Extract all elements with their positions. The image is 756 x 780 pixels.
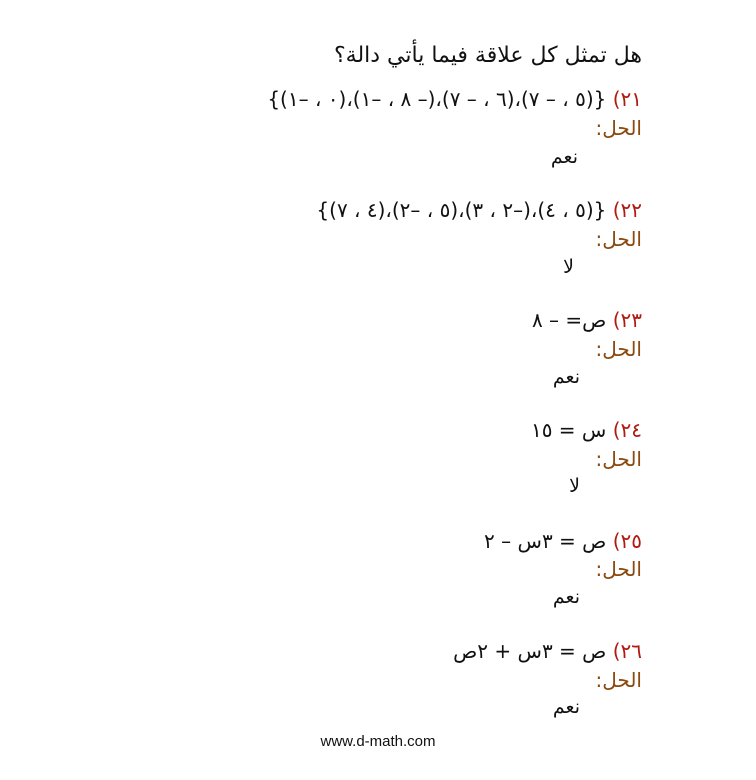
problem-22 xyxy=(316,198,642,222)
problem-number: ٢٥) xyxy=(612,529,642,553)
problem-number: ٢١) xyxy=(612,87,642,111)
solution-label: الحل: xyxy=(595,116,642,140)
page-title: هل تمثل كل علاقة فيما يأتي دالة؟ xyxy=(333,43,642,68)
problem-expression: ص = ٣س + ٢ص xyxy=(453,639,607,663)
problem-expression: {(٥ ، – ٧)،(٦ ، – ٧)،(– ٨ ، –١)،(٠ ، –١)} xyxy=(267,87,607,111)
problem-number: ٢٢) xyxy=(612,198,642,222)
problem-answer: نعم xyxy=(552,366,580,388)
problem-23 xyxy=(532,308,642,332)
problem-26 xyxy=(453,639,642,663)
problem-number: ٢٣) xyxy=(612,308,642,332)
solution-label: الحل: xyxy=(595,447,642,471)
problem-number: ٢٤) xyxy=(612,418,642,442)
problem-answer: نعم xyxy=(552,696,580,718)
solution-label: الحل: xyxy=(595,557,642,581)
footer-url: www.d-math.com xyxy=(320,733,436,750)
problem-answer: لا xyxy=(569,475,580,497)
solution-label: الحل: xyxy=(595,668,642,692)
problem-expression: ص= – ٨ xyxy=(531,308,607,332)
problem-answer: لا xyxy=(563,256,574,278)
problem-25 xyxy=(484,529,642,553)
solution-label: الحل: xyxy=(595,337,642,361)
problem-expression: {(٥ ، ٤)،(–٢ ، ٣)،(٥ ، –٢)،(٤ ، ٧)} xyxy=(316,198,607,222)
problem-24 xyxy=(531,418,642,442)
problem-number: ٢٦) xyxy=(612,639,642,663)
problem-21 xyxy=(267,87,642,111)
problem-answer: نعم xyxy=(552,586,580,608)
problem-expression: س = ١٥ xyxy=(530,418,607,442)
problem-answer: نعم xyxy=(550,146,578,168)
problem-expression: ص = ٣س – ٢ xyxy=(484,529,607,553)
solution-label: الحل: xyxy=(595,227,642,251)
